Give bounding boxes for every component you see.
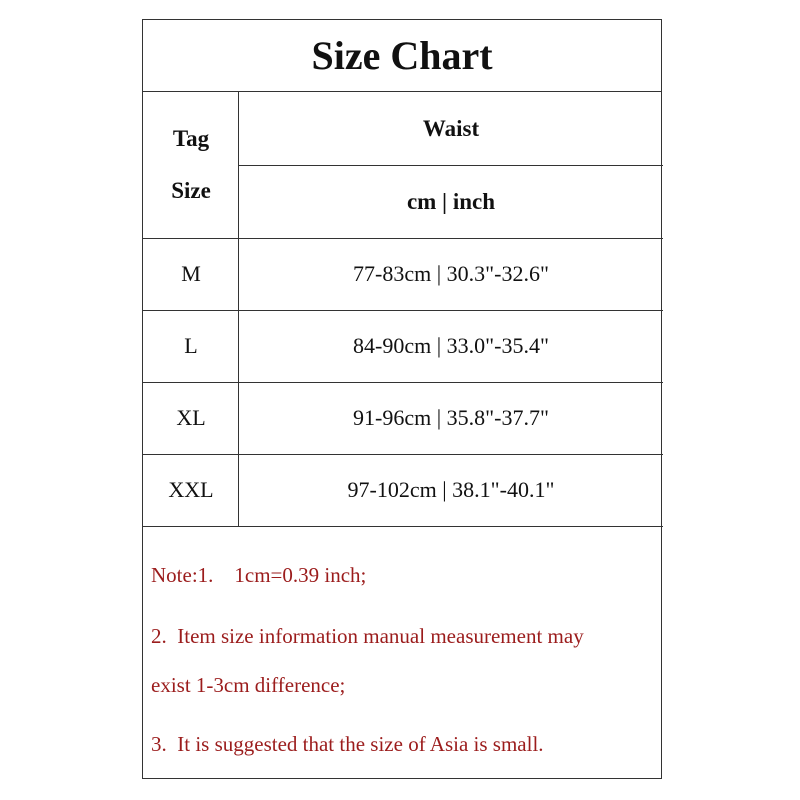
units-header: cm | inch (406, 189, 496, 214)
note-line-3: exist 1-3cm difference; (151, 673, 346, 697)
size-cell-xl: XL (176, 405, 206, 430)
note-line-2: 2. Item size information manual measurement may (151, 624, 584, 648)
chart-title: Size Chart (143, 20, 661, 92)
waist-header: Waist (422, 116, 480, 141)
note-line-1: Note:1. 1cm=0.39 inch; (151, 563, 367, 587)
waist-cell-l: 84-90cm | 33.0"-35.4" (353, 333, 549, 358)
tag-header-line1: Tag (172, 126, 210, 151)
size-cell-xxl: XXL (168, 477, 214, 502)
tag-header-line2: Size (171, 178, 211, 203)
note-line-4: 3. It is suggested that the size of Asia is small. (151, 732, 544, 756)
notes-section (143, 526, 661, 780)
size-chart (142, 19, 662, 779)
waist-cell-xxl: 97-102cm | 38.1"-40.1" (347, 477, 555, 502)
size-cell-l: L (184, 333, 198, 358)
waist-cell-m: 77-83cm | 30.3"-32.6" (353, 261, 549, 286)
tag-size-header (143, 92, 239, 238)
waist-cell-xl: 91-96cm | 35.8"-37.7" (353, 405, 549, 430)
size-cell-m: M (181, 261, 201, 286)
